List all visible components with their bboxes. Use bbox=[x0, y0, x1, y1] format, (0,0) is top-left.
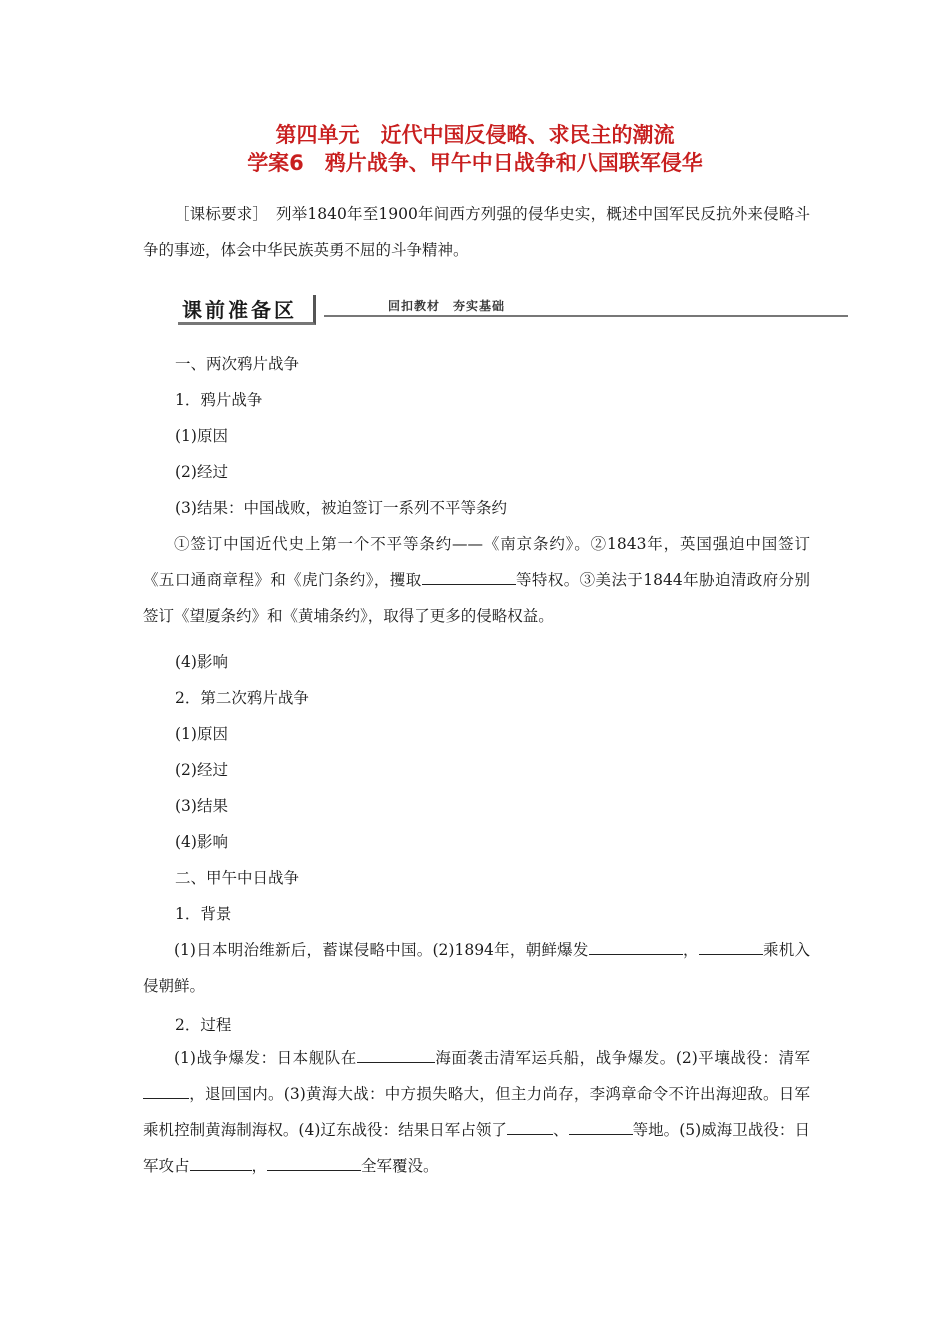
fill-blank[interactable] bbox=[422, 568, 516, 585]
paragraph-text: (1)战争爆发：日本舰队在 bbox=[174, 1049, 357, 1067]
paragraph-text: 、 bbox=[552, 1121, 569, 1139]
section-banner bbox=[178, 295, 848, 327]
fill-blank[interactable] bbox=[507, 1118, 553, 1135]
curriculum-requirement: ［课标要求］ 列举1840年至1900年间西方列强的侵华史实，概述中国军民反抗外来侵略斗争的事迹，体会中华民族英勇不屈的斗争精神。 bbox=[143, 205, 810, 259]
lesson-title: 学案6 鸦片战争、甲午中日战争和八国联军侵华 bbox=[247, 151, 703, 175]
list-item: (3)结果 bbox=[175, 797, 228, 815]
subsection-heading: 2．第二次鸦片战争 bbox=[175, 689, 309, 707]
paragraph-text: ， bbox=[251, 1157, 268, 1175]
fill-blank[interactable] bbox=[143, 1082, 189, 1099]
subsection-heading: 1．背景 bbox=[175, 905, 232, 923]
paragraph-text: 海面袭击清军运兵船，战争爆发。(2)平壤战役：清军 bbox=[434, 1049, 810, 1067]
list-item: (4)影响 bbox=[175, 833, 228, 851]
paragraph-text: (1)日本明治维新后，蓄谋侵略中国。(2)1894年，朝鲜爆发 bbox=[174, 941, 589, 959]
process-paragraph bbox=[143, 1040, 810, 1184]
paragraph-text: ， bbox=[682, 941, 699, 959]
paragraph-text: 乘机入侵朝鲜。 bbox=[143, 941, 810, 995]
list-item: (2)经过 bbox=[175, 761, 228, 779]
fill-blank[interactable] bbox=[569, 1118, 633, 1135]
background-paragraph bbox=[143, 932, 810, 1004]
subsection-heading: 1．鸦片战争 bbox=[175, 391, 263, 409]
banner-rule bbox=[324, 315, 848, 317]
unit-title: 第四单元 近代中国反侵略、求民主的潮流 bbox=[275, 123, 675, 147]
section-heading: 一、两次鸦片战争 bbox=[175, 355, 300, 373]
list-item: (3)结果：中国战败，被迫签订一系列不平等条约 bbox=[175, 499, 507, 517]
list-item: (4)影响 bbox=[175, 653, 228, 671]
paragraph-text: 等地。(5)威海卫战役：日军攻占 bbox=[143, 1121, 810, 1175]
banner-subtitle: 回扣教材 夯实基础 bbox=[388, 299, 506, 313]
list-item: (1)原因 bbox=[175, 427, 228, 445]
treaty-paragraph bbox=[143, 526, 810, 634]
fill-blank[interactable] bbox=[589, 938, 683, 955]
fill-blank[interactable] bbox=[267, 1154, 361, 1171]
subsection-heading: 2．过程 bbox=[175, 1016, 232, 1034]
section-heading: 二、甲午中日战争 bbox=[175, 869, 300, 887]
fill-blank[interactable] bbox=[357, 1046, 435, 1063]
banner-label: 课前准备区 bbox=[178, 295, 316, 325]
fill-blank[interactable] bbox=[190, 1154, 252, 1171]
paragraph-text: ，退回国内。(3)黄海大战：中方损失略大，但主力尚存，李鸿章命令不许出海迎敌。日军乘机控制黄海制海权。(4)辽东战役：结果日军占领了 bbox=[143, 1085, 810, 1139]
list-item: (2)经过 bbox=[175, 463, 228, 481]
fill-blank[interactable] bbox=[699, 938, 763, 955]
paragraph-text: 等特权。③美法于1844年胁迫清政府分别签订《望厦条约》和《黄埔条约》，取得了更多的侵略权益。 bbox=[143, 571, 810, 625]
paragraph-text: ①签订中国近代史上第一个不平等条约——《南京条约》。②1843年，英国强迫中国签订《五口通商章程》和《虎门条约》，攫取 bbox=[143, 535, 810, 589]
paragraph-text: 全军覆没。 bbox=[361, 1157, 439, 1175]
list-item: (1)原因 bbox=[175, 725, 228, 743]
